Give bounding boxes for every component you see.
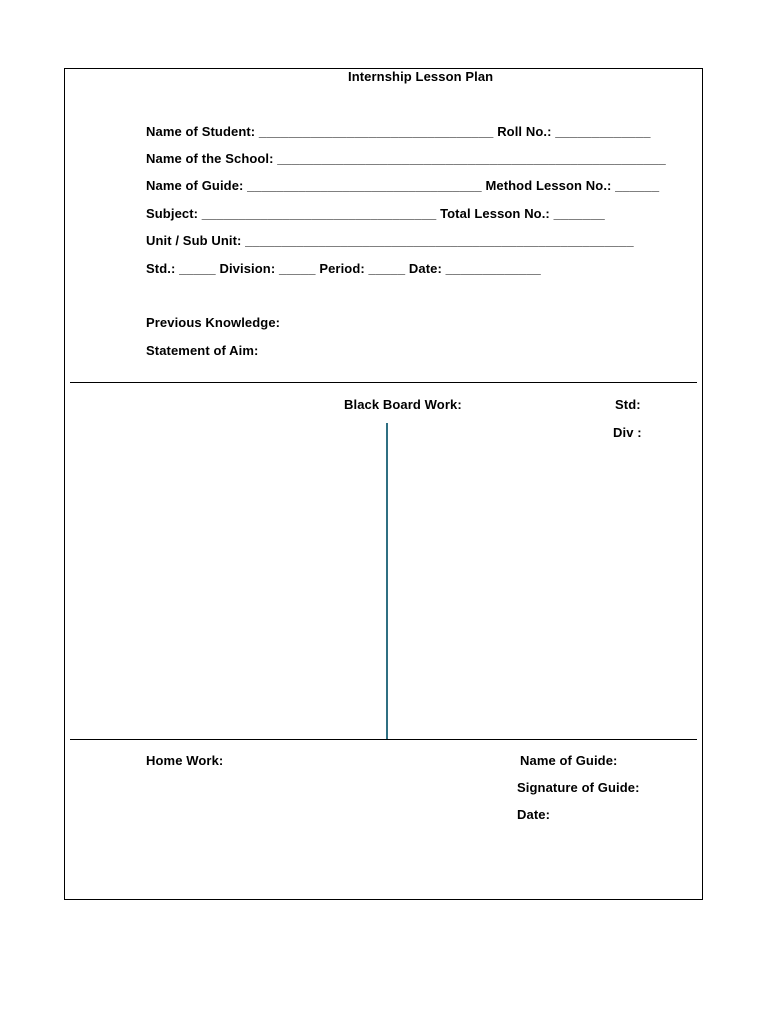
section-divider-bottom [70,739,697,740]
page-title: Internship Lesson Plan [348,69,494,84]
footer-date-label: Date: [517,807,551,822]
school-field-line: Name of the School: _____________________________________________________ [146,151,666,166]
statement-of-aim-label: Statement of Aim: [146,343,259,358]
student-roll-field-line: Name of Student: ________________________________ Roll No.: _____________ [146,124,651,139]
section-divider-top [70,382,697,383]
blackboard-work-heading: Black Board Work: [344,397,462,412]
name-of-guide-label: Name of Guide: [520,753,618,768]
guide-method-lesson-field-line: Name of Guide: ________________________________ Method Lesson No.: ______ [146,178,660,193]
blackboard-center-divider [386,423,388,739]
previous-knowledge-label: Previous Knowledge: [146,315,281,330]
std-division-period-date-field-line: Std.: _____ Division: _____ Period: _____ Date: _____________ [146,261,541,276]
blackboard-std-label: Std: [615,397,641,412]
subject-total-lesson-field-line: Subject: ________________________________ Total Lesson No.: _______ [146,206,605,221]
home-work-label: Home Work: [146,753,224,768]
blackboard-div-label: Div : [613,425,642,440]
signature-of-guide-label: Signature of Guide: [517,780,640,795]
unit-field-line: Unit / Sub Unit: _____________________________________________________ [146,233,634,248]
